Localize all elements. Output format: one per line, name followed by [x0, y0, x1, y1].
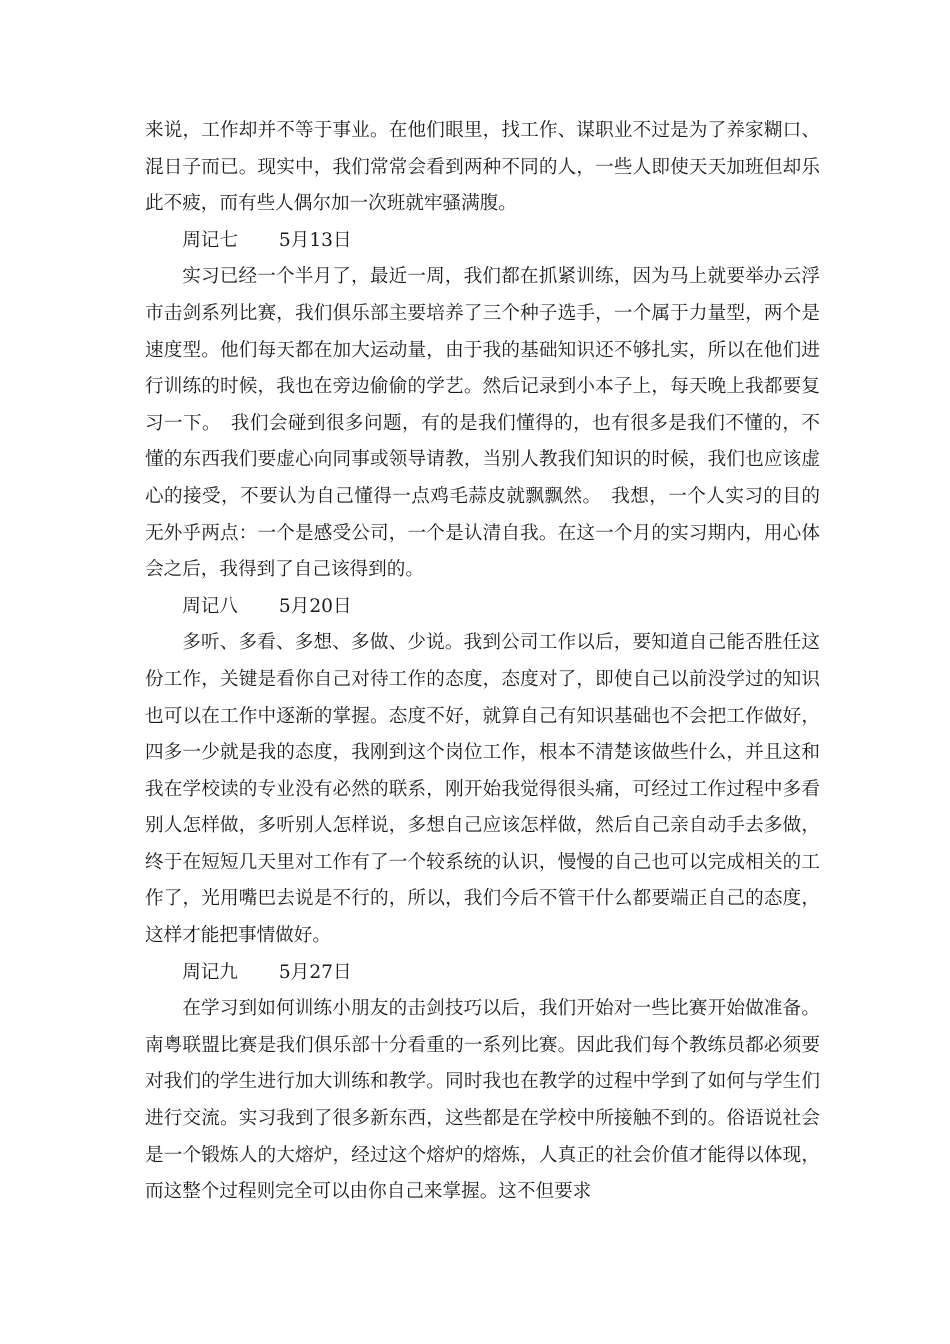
- heading-title: 周记八: [182, 595, 238, 617]
- weekly-heading-9: [145, 955, 820, 992]
- weekly-heading-8: [145, 589, 820, 626]
- heading-date: 5月20日: [278, 595, 352, 617]
- paragraph-continued: 来说，工作却并不等于事业。在他们眼里，找工作、谋职业不过是为了养家糊口、混日子而已。现实中，我们常常会看到两种不同的人，一些人即使天天加班但却乐此不疲，而有些人偶尔加一次班就牢骚满腹。: [145, 120, 820, 215]
- weekly-heading-7: [145, 223, 820, 260]
- document-body: [145, 113, 820, 1211]
- paragraph-week-8: 多听、多看、多想、多做、少说。我到公司工作以后，要知道自己能否胜任这份工作，关键是看你自己对待工作的态度，态度对了，即使自己以前没学过的知识也可以在工作中逐渐的掌握。态度不好，就算自己有知识基础也不会把工作做好，四多一少就是我的态度，我刚到这个岗位工作，根本不清楚该做些什么，并且这和我在学校读的专业没有必然的联系，刚开始我觉得很头痛，可经过工作过程中多看别人怎样做，多听别人怎样说，多想自己应该怎样做，然后自己亲自动手去多做，终于在短短几天里对工作有了一个较系统的认识，慢慢的自己也可以完成相关的工作了，光用嘴巴去说是不行的，所以，我们今后不管干什么都要端正自己的态度，这样才能把事情做好。: [145, 632, 820, 947]
- paragraph-week-9: 在学习到如何训练小朋友的击剑技巧以后，我们开始对一些比赛开始做准备。南粤联盟比赛是我们俱乐部十分看重的一系列比赛。因此我们每个教练员都必须要对我们的学生进行加大训练和教学。同时我也在教学的过程中学到了如何与学生们进行交流。实习我到了很多新东西，这些都是在学校中所接触不到的。俗语说社会是一个锻炼人的大熔炉，经过这个熔炉的熔炼，人真正的社会价值才能得以体现，而这整个过程则完全可以由你自己来掌握。这不但要求: [145, 998, 820, 1203]
- paragraph-week-7: 实习已经一个半月了，最近一周，我们都在抓紧训练，因为马上就要举办云浮市击剑系列比赛，我们俱乐部主要培养了三个种子选手，一个属于力量型，两个是速度型。他们每天都在加大运动量，由于我的基础知识还不够扎实，所以在他们进行训练的时候，我也在旁边偷偷的学艺。然后记录到小本子上，每天晚上我都要复习一下。 我们会碰到很多问题，有的是我们懂得的，也有很多是我们不懂的，不懂的东西我们要虚心向同事或领导请教，当别人教我们知识的时候，我们也应该虚心的接受，不要认为自己懂得一点鸡毛蒜皮就飘飘然。 我想，一个人实习的目的无外乎两点：一个是感受公司，一个是认清自我。在这一个月的实习期内，用心体会之后，我得到了自己该得到的。: [145, 266, 820, 581]
- heading-title: 周记九: [182, 961, 238, 983]
- heading-title: 周记七: [182, 229, 238, 251]
- heading-date: 5月13日: [278, 229, 352, 251]
- heading-date: 5月27日: [278, 961, 352, 983]
